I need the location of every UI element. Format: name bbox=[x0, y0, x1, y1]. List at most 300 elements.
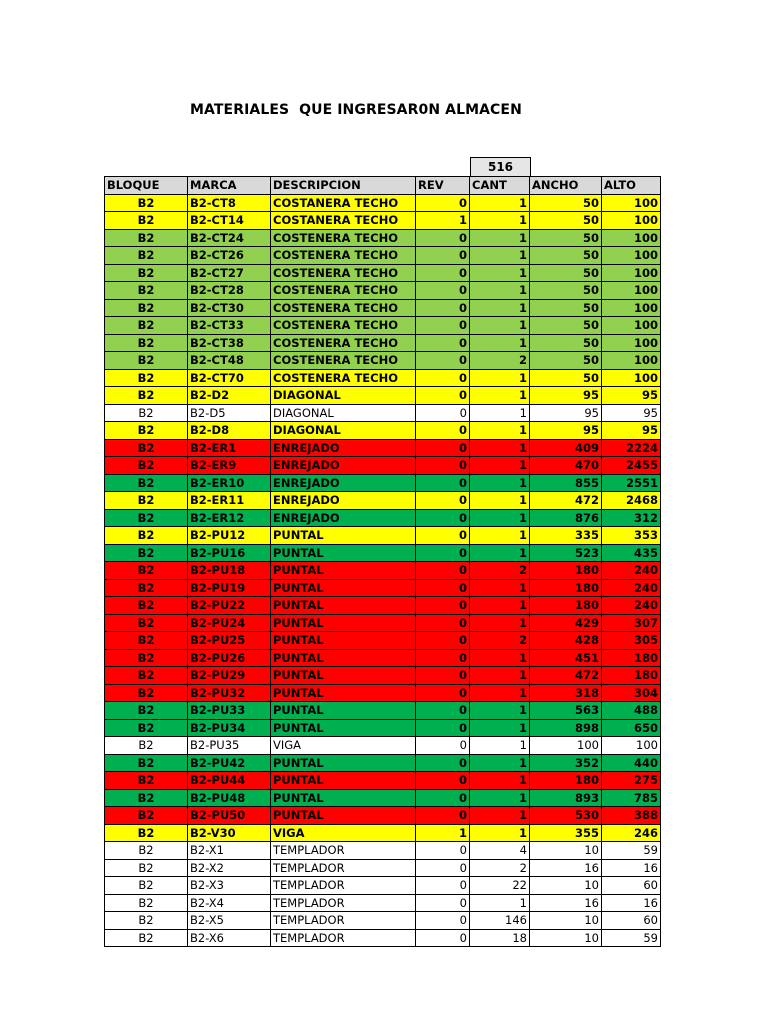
alto-cell: 100 bbox=[602, 212, 661, 230]
rev-cell: 0 bbox=[416, 842, 470, 860]
bloque-cell: B2 bbox=[105, 492, 188, 510]
cant-cell: 1 bbox=[470, 457, 530, 475]
cant-cell: 1 bbox=[470, 824, 530, 842]
ancho-cell: 180 bbox=[530, 597, 602, 615]
bloque-cell: B2 bbox=[105, 649, 188, 667]
descripcion-cell: PUNTAL bbox=[271, 562, 416, 580]
table-row bbox=[105, 842, 661, 860]
descripcion-cell: TEMPLADOR bbox=[271, 894, 416, 912]
cant-cell: 1 bbox=[470, 264, 530, 282]
cant-cell: 1 bbox=[470, 702, 530, 720]
table-row bbox=[105, 597, 661, 615]
alto-cell: 180 bbox=[602, 667, 661, 685]
marca-cell: B2-CT33 bbox=[188, 317, 271, 335]
cant-cell: 1 bbox=[470, 684, 530, 702]
marca-cell: B2-D5 bbox=[188, 404, 271, 422]
bloque-cell: B2 bbox=[105, 562, 188, 580]
rev-cell: 0 bbox=[416, 929, 470, 947]
bloque-cell: B2 bbox=[105, 387, 188, 405]
table-row bbox=[105, 229, 661, 247]
alto-cell: 100 bbox=[602, 229, 661, 247]
rev-cell: 0 bbox=[416, 719, 470, 737]
descripcion-cell: PUNTAL bbox=[271, 789, 416, 807]
cant-cell: 1 bbox=[470, 667, 530, 685]
ancho-cell: 50 bbox=[530, 229, 602, 247]
rev-cell: 0 bbox=[416, 684, 470, 702]
cant-cell: 22 bbox=[470, 877, 530, 895]
descripcion-cell: PUNTAL bbox=[271, 702, 416, 720]
marca-cell: B2-PU18 bbox=[188, 562, 271, 580]
bloque-cell: B2 bbox=[105, 754, 188, 772]
table-row bbox=[105, 474, 661, 492]
descripcion-cell: DIAGONAL bbox=[271, 422, 416, 440]
ancho-cell: 563 bbox=[530, 702, 602, 720]
alto-cell: 59 bbox=[602, 842, 661, 860]
rev-cell: 0 bbox=[416, 387, 470, 405]
marca-cell: B2-ER12 bbox=[188, 509, 271, 527]
cant-cell: 1 bbox=[470, 334, 530, 352]
bloque-cell: B2 bbox=[105, 299, 188, 317]
descripcion-cell: ENREJADO bbox=[271, 457, 416, 475]
marca-cell: B2-PU48 bbox=[188, 789, 271, 807]
table-row bbox=[105, 719, 661, 737]
marca-cell: B2-PU33 bbox=[188, 702, 271, 720]
rev-cell: 0 bbox=[416, 579, 470, 597]
bloque-cell: B2 bbox=[105, 842, 188, 860]
bloque-cell: B2 bbox=[105, 369, 188, 387]
cant-cell: 1 bbox=[470, 299, 530, 317]
ancho-cell: 100 bbox=[530, 737, 602, 755]
descripcion-cell: COSTENERA TECHO bbox=[271, 282, 416, 300]
marca-cell: B2-PU25 bbox=[188, 632, 271, 650]
marca-cell: B2-CT28 bbox=[188, 282, 271, 300]
header-bloque: BLOQUE bbox=[105, 177, 188, 195]
total-cant-cell: 516 bbox=[470, 157, 531, 178]
ancho-cell: 530 bbox=[530, 807, 602, 825]
table-row bbox=[105, 614, 661, 632]
descripcion-cell: ENREJADO bbox=[271, 492, 416, 510]
ancho-cell: 50 bbox=[530, 212, 602, 230]
descripcion-cell: COSTENERA TECHO bbox=[271, 317, 416, 335]
bloque-cell: B2 bbox=[105, 229, 188, 247]
bloque-cell: B2 bbox=[105, 632, 188, 650]
marca-cell: B2-ER9 bbox=[188, 457, 271, 475]
ancho-cell: 876 bbox=[530, 509, 602, 527]
table-row bbox=[105, 404, 661, 422]
rev-cell: 1 bbox=[416, 212, 470, 230]
ancho-cell: 335 bbox=[530, 527, 602, 545]
rev-cell: 0 bbox=[416, 369, 470, 387]
marca-cell: B2-ER10 bbox=[188, 474, 271, 492]
cant-cell: 1 bbox=[470, 212, 530, 230]
header-row bbox=[105, 177, 661, 195]
ancho-cell: 50 bbox=[530, 282, 602, 300]
descripcion-cell: VIGA bbox=[271, 737, 416, 755]
ancho-cell: 893 bbox=[530, 789, 602, 807]
alto-cell: 2551 bbox=[602, 474, 661, 492]
marca-cell: B2-D8 bbox=[188, 422, 271, 440]
rev-cell: 0 bbox=[416, 859, 470, 877]
bloque-cell: B2 bbox=[105, 929, 188, 947]
table-row bbox=[105, 807, 661, 825]
ancho-cell: 50 bbox=[530, 264, 602, 282]
ancho-cell: 95 bbox=[530, 422, 602, 440]
marca-cell: B2-PU22 bbox=[188, 597, 271, 615]
rev-cell: 0 bbox=[416, 597, 470, 615]
ancho-cell: 50 bbox=[530, 334, 602, 352]
alto-cell: 60 bbox=[602, 912, 661, 930]
marca-cell: B2-PU12 bbox=[188, 527, 271, 545]
bloque-cell: B2 bbox=[105, 212, 188, 230]
alto-cell: 240 bbox=[602, 562, 661, 580]
descripcion-cell: PUNTAL bbox=[271, 649, 416, 667]
bloque-cell: B2 bbox=[105, 194, 188, 212]
marca-cell: B2-CT70 bbox=[188, 369, 271, 387]
marca-cell: B2-CT24 bbox=[188, 229, 271, 247]
rev-cell: 0 bbox=[416, 737, 470, 755]
descripcion-cell: COSTENERA TECHO bbox=[271, 334, 416, 352]
ancho-cell: 50 bbox=[530, 369, 602, 387]
bloque-cell: B2 bbox=[105, 737, 188, 755]
table-row bbox=[105, 317, 661, 335]
cant-cell: 1 bbox=[470, 789, 530, 807]
ancho-cell: 355 bbox=[530, 824, 602, 842]
marca-cell: B2-CT48 bbox=[188, 352, 271, 370]
alto-cell: 100 bbox=[602, 194, 661, 212]
table-row bbox=[105, 457, 661, 475]
bloque-cell: B2 bbox=[105, 579, 188, 597]
bloque-cell: B2 bbox=[105, 317, 188, 335]
rev-cell: 0 bbox=[416, 772, 470, 790]
bloque-cell: B2 bbox=[105, 422, 188, 440]
descripcion-cell: COSTENERA TECHO bbox=[271, 264, 416, 282]
marca-cell: B2-X1 bbox=[188, 842, 271, 860]
bloque-cell: B2 bbox=[105, 789, 188, 807]
alto-cell: 305 bbox=[602, 632, 661, 650]
ancho-cell: 10 bbox=[530, 929, 602, 947]
rev-cell: 0 bbox=[416, 422, 470, 440]
ancho-cell: 10 bbox=[530, 842, 602, 860]
marca-cell: B2-PU19 bbox=[188, 579, 271, 597]
rev-cell: 0 bbox=[416, 877, 470, 895]
alto-cell: 353 bbox=[602, 527, 661, 545]
ancho-cell: 428 bbox=[530, 632, 602, 650]
bloque-cell: B2 bbox=[105, 352, 188, 370]
cant-cell: 4 bbox=[470, 842, 530, 860]
bloque-cell: B2 bbox=[105, 334, 188, 352]
cant-cell: 1 bbox=[470, 282, 530, 300]
descripcion-cell: PUNTAL bbox=[271, 754, 416, 772]
ancho-cell: 50 bbox=[530, 352, 602, 370]
marca-cell: B2-PU50 bbox=[188, 807, 271, 825]
marca-cell: B2-X5 bbox=[188, 912, 271, 930]
rev-cell: 0 bbox=[416, 894, 470, 912]
cant-cell: 1 bbox=[470, 754, 530, 772]
rev-cell: 0 bbox=[416, 229, 470, 247]
alto-cell: 180 bbox=[602, 649, 661, 667]
table-row bbox=[105, 754, 661, 772]
descripcion-cell: DIAGONAL bbox=[271, 387, 416, 405]
marca-cell: B2-X3 bbox=[188, 877, 271, 895]
alto-cell: 2468 bbox=[602, 492, 661, 510]
materials-table bbox=[104, 176, 661, 947]
cant-cell: 146 bbox=[470, 912, 530, 930]
descripcion-cell: TEMPLADOR bbox=[271, 859, 416, 877]
descripcion-cell: ENREJADO bbox=[271, 509, 416, 527]
table-row bbox=[105, 264, 661, 282]
table-row bbox=[105, 859, 661, 877]
table-row bbox=[105, 334, 661, 352]
bloque-cell: B2 bbox=[105, 264, 188, 282]
ancho-cell: 95 bbox=[530, 387, 602, 405]
cant-cell: 1 bbox=[470, 492, 530, 510]
ancho-cell: 50 bbox=[530, 247, 602, 265]
table-row bbox=[105, 247, 661, 265]
cant-cell: 1 bbox=[470, 509, 530, 527]
alto-cell: 100 bbox=[602, 282, 661, 300]
rev-cell: 0 bbox=[416, 632, 470, 650]
table-row bbox=[105, 772, 661, 790]
table-row bbox=[105, 194, 661, 212]
ancho-cell: 451 bbox=[530, 649, 602, 667]
alto-cell: 16 bbox=[602, 894, 661, 912]
bloque-cell: B2 bbox=[105, 807, 188, 825]
rev-cell: 0 bbox=[416, 264, 470, 282]
rev-cell: 0 bbox=[416, 404, 470, 422]
alto-cell: 100 bbox=[602, 369, 661, 387]
marca-cell: B2-X4 bbox=[188, 894, 271, 912]
ancho-cell: 180 bbox=[530, 562, 602, 580]
marca-cell: B2-V30 bbox=[188, 824, 271, 842]
descripcion-cell: PUNTAL bbox=[271, 579, 416, 597]
header-rev: REV bbox=[416, 177, 470, 195]
bloque-cell: B2 bbox=[105, 509, 188, 527]
cant-cell: 2 bbox=[470, 562, 530, 580]
rev-cell: 0 bbox=[416, 509, 470, 527]
descripcion-cell: PUNTAL bbox=[271, 632, 416, 650]
ancho-cell: 898 bbox=[530, 719, 602, 737]
alto-cell: 312 bbox=[602, 509, 661, 527]
bloque-cell: B2 bbox=[105, 282, 188, 300]
ancho-cell: 429 bbox=[530, 614, 602, 632]
descripcion-cell: COSTANERA TECHO bbox=[271, 194, 416, 212]
descripcion-cell: PUNTAL bbox=[271, 807, 416, 825]
alto-cell: 246 bbox=[602, 824, 661, 842]
ancho-cell: 10 bbox=[530, 877, 602, 895]
alto-cell: 2224 bbox=[602, 439, 661, 457]
cant-cell: 1 bbox=[470, 474, 530, 492]
rev-cell: 0 bbox=[416, 474, 470, 492]
marca-cell: B2-PU26 bbox=[188, 649, 271, 667]
alto-cell: 100 bbox=[602, 317, 661, 335]
table-body bbox=[105, 194, 661, 947]
cant-cell: 1 bbox=[470, 579, 530, 597]
ancho-cell: 16 bbox=[530, 859, 602, 877]
descripcion-cell: COSTENERA TECHO bbox=[271, 229, 416, 247]
marca-cell: B2-CT8 bbox=[188, 194, 271, 212]
descripcion-cell: PUNTAL bbox=[271, 527, 416, 545]
descripcion-cell: VIGA bbox=[271, 824, 416, 842]
alto-cell: 785 bbox=[602, 789, 661, 807]
alto-cell: 304 bbox=[602, 684, 661, 702]
bloque-cell: B2 bbox=[105, 912, 188, 930]
rev-cell: 0 bbox=[416, 282, 470, 300]
descripcion-cell: PUNTAL bbox=[271, 614, 416, 632]
cant-cell: 1 bbox=[470, 772, 530, 790]
alto-cell: 59 bbox=[602, 929, 661, 947]
bloque-cell: B2 bbox=[105, 824, 188, 842]
header-descripcion: DESCRIPCION bbox=[271, 177, 416, 195]
cant-cell: 1 bbox=[470, 807, 530, 825]
table-row bbox=[105, 299, 661, 317]
table-row bbox=[105, 369, 661, 387]
alto-cell: 100 bbox=[602, 352, 661, 370]
ancho-cell: 50 bbox=[530, 194, 602, 212]
bloque-cell: B2 bbox=[105, 667, 188, 685]
rev-cell: 0 bbox=[416, 317, 470, 335]
bloque-cell: B2 bbox=[105, 457, 188, 475]
rev-cell: 0 bbox=[416, 492, 470, 510]
table-row bbox=[105, 912, 661, 930]
descripcion-cell: DIAGONAL bbox=[271, 404, 416, 422]
table-row bbox=[105, 929, 661, 947]
alto-cell: 307 bbox=[602, 614, 661, 632]
cant-cell: 1 bbox=[470, 369, 530, 387]
cant-cell: 1 bbox=[470, 527, 530, 545]
descripcion-cell: PUNTAL bbox=[271, 667, 416, 685]
table-row bbox=[105, 422, 661, 440]
cant-cell: 1 bbox=[470, 614, 530, 632]
table-row bbox=[105, 544, 661, 562]
cant-cell: 2 bbox=[470, 859, 530, 877]
descripcion-cell: TEMPLADOR bbox=[271, 929, 416, 947]
bloque-cell: B2 bbox=[105, 719, 188, 737]
alto-cell: 440 bbox=[602, 754, 661, 772]
table-row bbox=[105, 492, 661, 510]
rev-cell: 0 bbox=[416, 912, 470, 930]
alto-cell: 95 bbox=[602, 422, 661, 440]
ancho-cell: 855 bbox=[530, 474, 602, 492]
cant-cell: 1 bbox=[470, 894, 530, 912]
table-row bbox=[105, 439, 661, 457]
bloque-cell: B2 bbox=[105, 702, 188, 720]
bloque-cell: B2 bbox=[105, 527, 188, 545]
alto-cell: 240 bbox=[602, 597, 661, 615]
table-row bbox=[105, 527, 661, 545]
descripcion-cell: ENREJADO bbox=[271, 439, 416, 457]
alto-cell: 650 bbox=[602, 719, 661, 737]
alto-cell: 100 bbox=[602, 334, 661, 352]
alto-cell: 388 bbox=[602, 807, 661, 825]
table-row bbox=[105, 562, 661, 580]
marca-cell: B2-PU32 bbox=[188, 684, 271, 702]
cant-cell: 1 bbox=[470, 737, 530, 755]
cant-cell: 1 bbox=[470, 229, 530, 247]
table-row bbox=[105, 824, 661, 842]
table-row bbox=[105, 649, 661, 667]
bloque-cell: B2 bbox=[105, 597, 188, 615]
table-row bbox=[105, 684, 661, 702]
alto-cell: 16 bbox=[602, 859, 661, 877]
alto-cell: 435 bbox=[602, 544, 661, 562]
table-row bbox=[105, 212, 661, 230]
marca-cell: B2-PU42 bbox=[188, 754, 271, 772]
ancho-cell: 180 bbox=[530, 579, 602, 597]
rev-cell: 0 bbox=[416, 334, 470, 352]
rev-cell: 0 bbox=[416, 194, 470, 212]
table-row bbox=[105, 667, 661, 685]
table-header bbox=[105, 177, 661, 195]
table-row bbox=[105, 789, 661, 807]
table-row bbox=[105, 737, 661, 755]
bloque-cell: B2 bbox=[105, 404, 188, 422]
bloque-cell: B2 bbox=[105, 247, 188, 265]
table-row bbox=[105, 632, 661, 650]
table-row bbox=[105, 894, 661, 912]
marca-cell: B2-X6 bbox=[188, 929, 271, 947]
cant-cell: 2 bbox=[470, 632, 530, 650]
descripcion-cell: PUNTAL bbox=[271, 544, 416, 562]
ancho-cell: 50 bbox=[530, 299, 602, 317]
descripcion-cell: TEMPLADOR bbox=[271, 877, 416, 895]
table-row bbox=[105, 352, 661, 370]
ancho-cell: 318 bbox=[530, 684, 602, 702]
header-alto: ALTO bbox=[602, 177, 661, 195]
marca-cell: B2-PU44 bbox=[188, 772, 271, 790]
descripcion-cell: COSTENERA TECHO bbox=[271, 352, 416, 370]
ancho-cell: 180 bbox=[530, 772, 602, 790]
marca-cell: B2-ER11 bbox=[188, 492, 271, 510]
marca-cell: B2-PU35 bbox=[188, 737, 271, 755]
alto-cell: 95 bbox=[602, 387, 661, 405]
cant-cell: 1 bbox=[470, 719, 530, 737]
alto-cell: 488 bbox=[602, 702, 661, 720]
table-row bbox=[105, 282, 661, 300]
ancho-cell: 10 bbox=[530, 912, 602, 930]
marca-cell: B2-CT27 bbox=[188, 264, 271, 282]
bloque-cell: B2 bbox=[105, 684, 188, 702]
header-cant: CANT bbox=[470, 177, 530, 195]
marca-cell: B2-CT38 bbox=[188, 334, 271, 352]
table-row bbox=[105, 702, 661, 720]
descripcion-cell: PUNTAL bbox=[271, 684, 416, 702]
bloque-cell: B2 bbox=[105, 614, 188, 632]
cant-cell: 18 bbox=[470, 929, 530, 947]
marca-cell: B2-CT30 bbox=[188, 299, 271, 317]
ancho-cell: 409 bbox=[530, 439, 602, 457]
ancho-cell: 470 bbox=[530, 457, 602, 475]
ancho-cell: 352 bbox=[530, 754, 602, 772]
marca-cell: B2-PU24 bbox=[188, 614, 271, 632]
rev-cell: 0 bbox=[416, 702, 470, 720]
table-row bbox=[105, 877, 661, 895]
ancho-cell: 523 bbox=[530, 544, 602, 562]
marca-cell: B2-CT26 bbox=[188, 247, 271, 265]
marca-cell: B2-D2 bbox=[188, 387, 271, 405]
descripcion-cell: TEMPLADOR bbox=[271, 842, 416, 860]
bloque-cell: B2 bbox=[105, 474, 188, 492]
alto-cell: 100 bbox=[602, 247, 661, 265]
descripcion-cell: COSTENERA TECHO bbox=[271, 369, 416, 387]
alto-cell: 275 bbox=[602, 772, 661, 790]
marca-cell: B2-ER1 bbox=[188, 439, 271, 457]
bloque-cell: B2 bbox=[105, 894, 188, 912]
cant-cell: 1 bbox=[470, 404, 530, 422]
rev-cell: 0 bbox=[416, 299, 470, 317]
marca-cell: B2-CT14 bbox=[188, 212, 271, 230]
descripcion-cell: PUNTAL bbox=[271, 772, 416, 790]
alto-cell: 60 bbox=[602, 877, 661, 895]
